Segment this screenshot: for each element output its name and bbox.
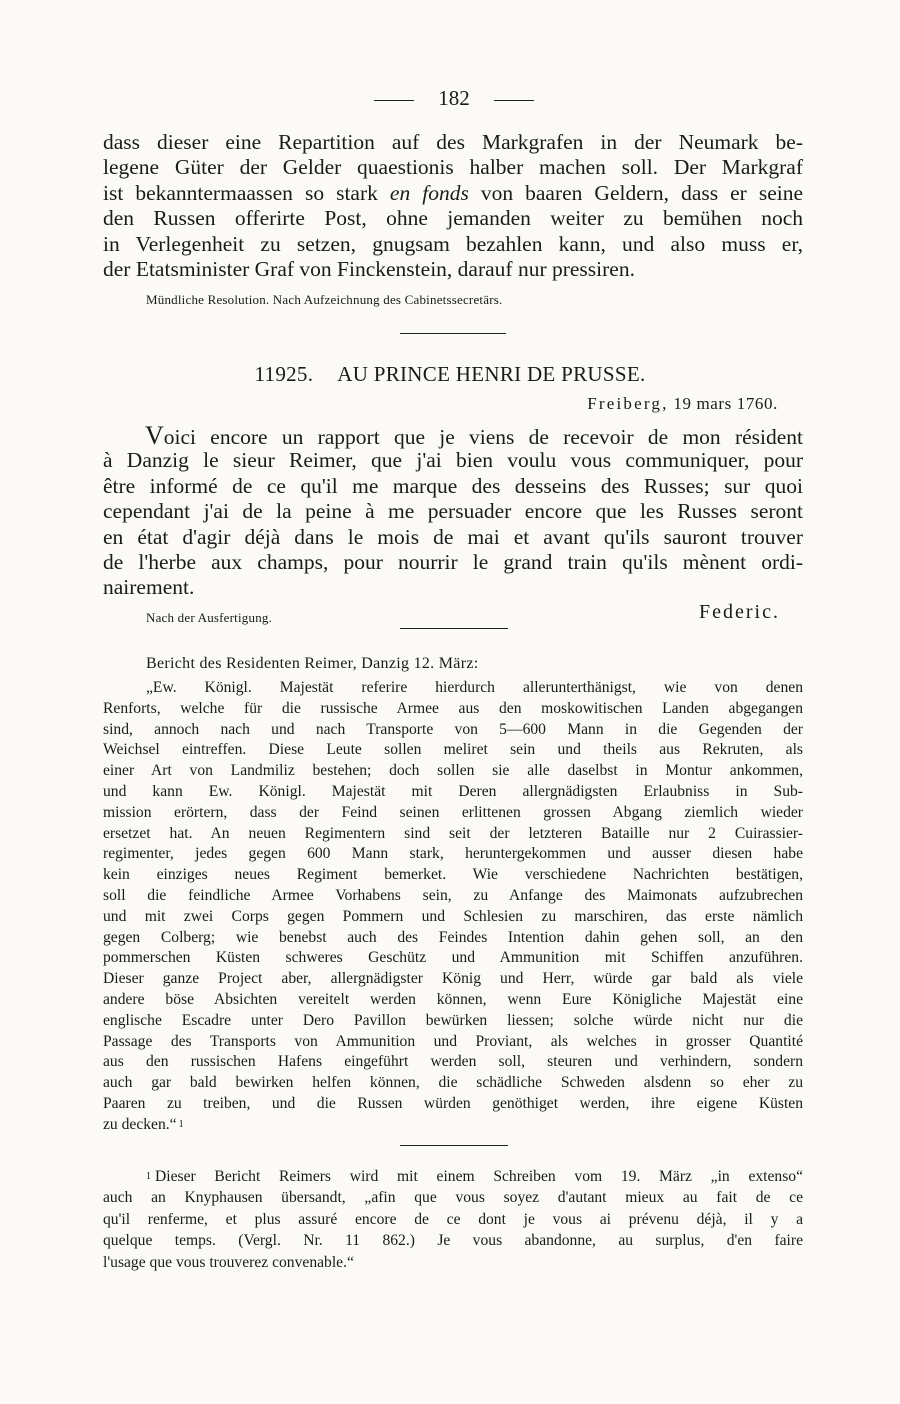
text-segment: zu decken.“ bbox=[103, 1115, 177, 1133]
text-line: auch gar bald bewirken helfen können, die schädliche Schweden alsdenn so eher zu bbox=[103, 1074, 803, 1092]
letter-number: 11925. bbox=[254, 362, 314, 386]
text-line: dass dieser eine Repartition auf des Markgrafen in der Neumark be- bbox=[103, 130, 803, 154]
text-line: regimenter, jedes gegen 600 Mann stark, heruntergekommen und ausser diesen habe bbox=[103, 845, 803, 863]
letter-body bbox=[103, 423, 803, 601]
text-line: „Ew. Königl. Majestät referire hierdurch allerunterthänigst, wie von denen bbox=[146, 679, 803, 696]
footnote-number: 1 bbox=[146, 1171, 151, 1182]
text-line: der Etatsminister Graf von Finckenstein, darauf nur pressiren. bbox=[103, 256, 635, 281]
text-line: cependant j'ai de la peine à me persuader encore que les Russes seront bbox=[103, 499, 803, 524]
text-line: Passage des Transports von Ammunition und Proviant, als welches in grosser Quantité bbox=[103, 1032, 803, 1050]
text-line: soll die feindliche Armee Vorhabens sein, zu Anfange des Maimonats aufzubrechen bbox=[103, 886, 803, 904]
text-line bbox=[103, 181, 803, 206]
page-header bbox=[0, 86, 900, 116]
text-segment: ist bekanntermaassen so stark bbox=[103, 180, 378, 205]
text-segment: Dieser Bericht Reimers wird mit einem Schreiben vom 19. März „in extenso“ bbox=[155, 1168, 803, 1185]
text-line: Dieser ganze Project aber, allergnädigster König und Herr, würde gar bald als viele bbox=[103, 970, 803, 988]
text-line: gegen Colberg; wie benebst auch des Feindes Intention dahin gehen soll, an den bbox=[103, 928, 803, 946]
report-intro: Bericht des Residenten Reimer, Danzig 12. März: bbox=[146, 655, 479, 672]
report-body bbox=[103, 678, 803, 1136]
letter-heading bbox=[0, 362, 900, 387]
text-line: quelque temps. (Vergl. Nr. 11 862.) Je vous abandonne, au surplus, d'en faire bbox=[103, 1232, 803, 1250]
text-line: kein einziges neues Regiment bemerket. Wie verschiedene Nachrichten bestätigen, bbox=[103, 866, 803, 884]
text-line: und mit zwei Corps gegen Pommern und Schlesien zu marschiren, das erste nämlich bbox=[103, 907, 803, 925]
text-line: legene Güter der Gelder quaestionis halber machen soll. Der Markgraf bbox=[103, 155, 803, 180]
signature: Federic. bbox=[699, 601, 780, 623]
text-line: qu'il renferme, et plus assuré encore de ce dont je vous ai prévenu déjà, il y a bbox=[103, 1210, 803, 1228]
text-line bbox=[103, 1166, 803, 1187]
text-line: Renforts, welche für die russische Armee aus den moskowitischen Landen abgegangen bbox=[103, 699, 803, 717]
text-segment: von baaren Geldern, dass er seine bbox=[480, 180, 804, 205]
footnote-marker: 1 bbox=[178, 1118, 184, 1130]
drop-letter: V bbox=[145, 421, 164, 450]
section-divider bbox=[400, 333, 506, 334]
text-line: mission erörtern, dass der Feind seinen erlittenen grossen Abgang ziemlich wieder bbox=[103, 803, 803, 821]
text-line: einer Art von Landmiliz bestehen; doch sollen sie alle daselbst in Montur ankommen, bbox=[103, 762, 803, 780]
section-divider bbox=[400, 628, 508, 629]
source-note: Mündliche Resolution. Nach Aufzeichnung des Cabinetssecretärs. bbox=[146, 292, 503, 307]
footnote bbox=[103, 1166, 803, 1273]
opening-paragraph bbox=[103, 130, 803, 282]
text-line: den Russen offerirte Post, ohne jemanden weiter zu bemühen noch bbox=[103, 206, 803, 231]
header-rule-left bbox=[374, 100, 414, 101]
text-line: nairement. bbox=[103, 575, 195, 600]
letter-source-note: Nach der Ausfertigung. bbox=[146, 610, 273, 625]
text-line: Paaren zu treiben, und die Russen würden genöthiget werden, ihre eigene Küsten bbox=[103, 1094, 803, 1112]
text-line bbox=[103, 423, 803, 448]
text-line: englische Escadre unter Dero Pavillon bewürken liessen; solche würde nicht nur die bbox=[103, 1011, 803, 1029]
letter-place: Freiberg, bbox=[587, 394, 669, 413]
text-line: andere böse Absichten vereitelt werden können, wenn Eure Königliche Majestät eine bbox=[103, 990, 803, 1008]
letter-date: 19 mars 1760. bbox=[673, 394, 778, 413]
text-line: aus den russischen Hafens eingeführt werden soll, steuren und verhindern, sondern bbox=[103, 1053, 803, 1071]
text-line: en état d'agir déjà dans le mois de mai et avant qu'ils sauront trouver bbox=[103, 524, 803, 549]
text-line: être informé de ce qu'il me marque des desseins des Russes; sur quoi bbox=[103, 473, 803, 498]
text-line: auch an Knyphausen übersandt, „afin que vous soyez d'autant mieux au fait de ce bbox=[103, 1189, 803, 1207]
text-line: de l'herbe aux champs, pour nourrir le grand train qu'ils mènent ordi- bbox=[103, 549, 803, 574]
text-line: l'usage que vous trouverez convenable.“ bbox=[103, 1253, 354, 1271]
text-line: sind, annoch nach und nach Transporte von 5—600 Mann in die Gegenden der bbox=[103, 720, 803, 738]
letter-recipient: AU PRINCE HENRI DE PRUSSE. bbox=[337, 362, 646, 386]
page-number: 182 bbox=[438, 86, 470, 110]
text-line: ersetzet hat. An neuen Regimentern sind seit der letzteren Bataille nur 2 Cuirassier- bbox=[103, 824, 803, 842]
text-line: Weichsel eintreffen. Diese Leute sollen meliret sein und theils aus Rekruten, als bbox=[103, 741, 803, 759]
italic-phrase: en fonds bbox=[389, 180, 469, 205]
header-rule-right bbox=[494, 100, 534, 101]
text-line bbox=[103, 1115, 803, 1136]
text-segment: oici encore un rapport que je viens de recevoir de mon résident bbox=[163, 425, 803, 449]
text-line: in Verlegenheit zu setzen, gnugsam bezahlen kann, und also muss er, bbox=[103, 231, 803, 256]
text-line: à Danzig le sieur Reimer, que j'ai bien voulu vous communiquer, pour bbox=[103, 448, 803, 473]
text-line: pommerschen Küsten schweres Geschütz und Ammunition mit Schiffen anzuführen. bbox=[103, 949, 803, 967]
footnote-divider bbox=[400, 1145, 508, 1146]
text-line: und kann Ew. Königl. Majestät mit Deren allergnädigsten Erlaubniss in Sub- bbox=[103, 782, 803, 800]
place-date bbox=[587, 394, 778, 414]
